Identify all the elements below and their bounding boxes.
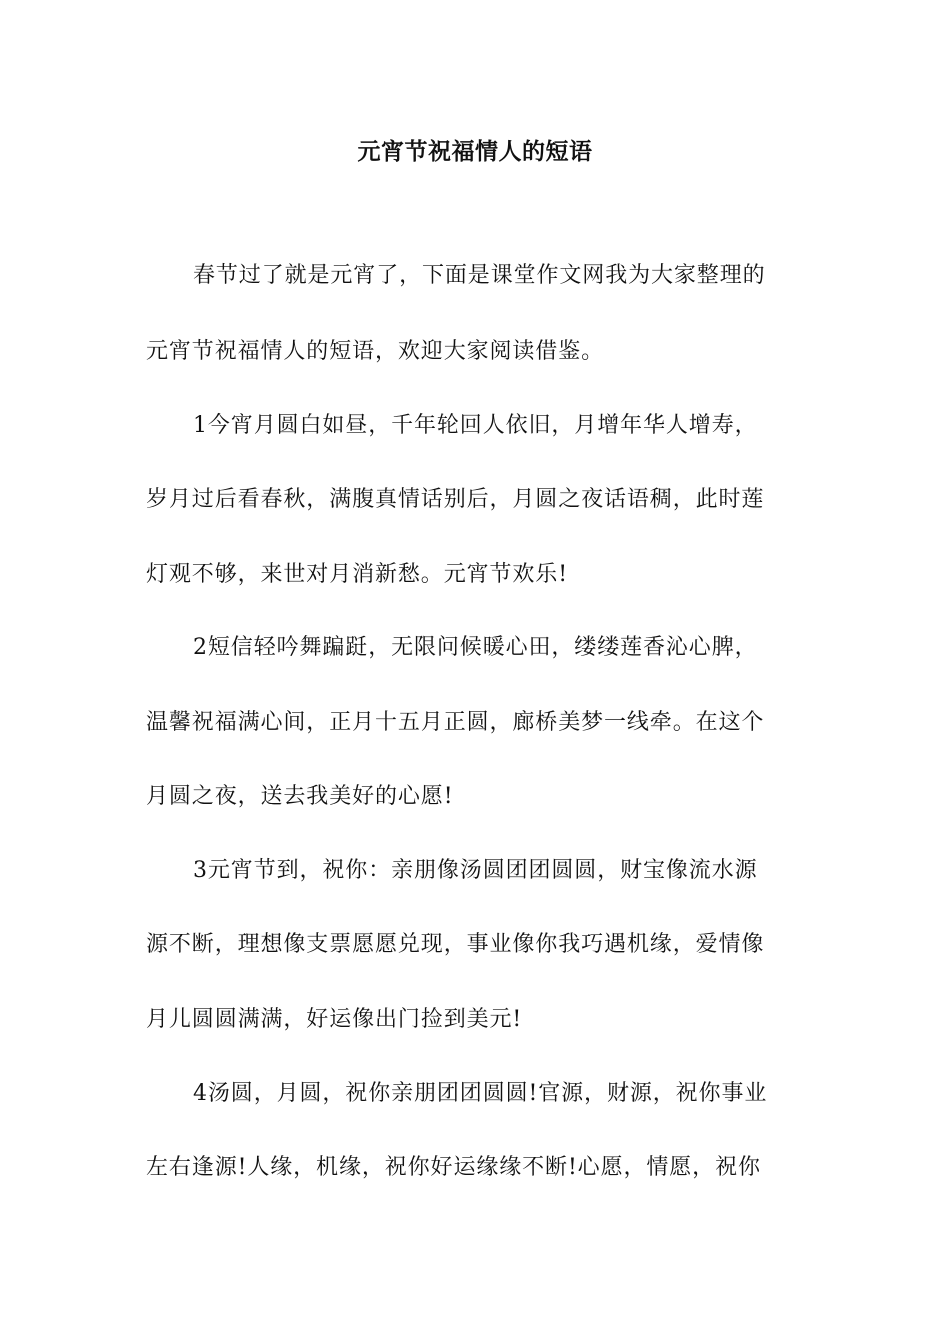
text-line: 温馨祝福满心间，正月十五月正圆，廊桥美梦一线牵。在这个 (146, 710, 765, 735)
document-title: 元宵节祝福情人的短语 (357, 138, 593, 165)
text-line: 源不断，理想像支票愿愿兑现，事业像你我巧遇机缘，爱情像 (146, 932, 765, 957)
text-line: 3元宵节到，祝你：亲朋像汤圆团团圆圆，财宝像流水源 (193, 858, 758, 883)
text-line: 元宵节祝福情人的短语，欢迎大家阅读借鉴。 (146, 339, 605, 364)
text-line: 岁月过后看春秋，满腹真情话别后，月圆之夜话语稠，此时莲 (146, 487, 765, 512)
text-line: 月儿圆圆满满，好运像出门捡到美元! (146, 1007, 523, 1032)
text-line: 2短信轻吟舞蹁跹，无限问候暖心田，缕缕莲香沁心脾， (193, 635, 758, 660)
text-line: 月圆之夜，送去我美好的心愿! (146, 784, 454, 809)
text-line: 灯观不够，来世对月消新愁。元宵节欢乐! (146, 562, 568, 587)
text-line: 春节过了就是元宵了，下面是课堂作文网我为大家整理的 (193, 263, 766, 288)
text-line: 左右逢源!人缘，机缘，祝你好运缘缘不断!心愿，情愿，祝你 (146, 1155, 761, 1180)
text-line: 4汤圆，月圆，祝你亲朋团团圆圆!官源，财源，祝你事业 (193, 1081, 768, 1106)
text-line: 1今宵月圆白如昼，千年轮回人依旧，月增年华人增寿， (193, 413, 758, 438)
